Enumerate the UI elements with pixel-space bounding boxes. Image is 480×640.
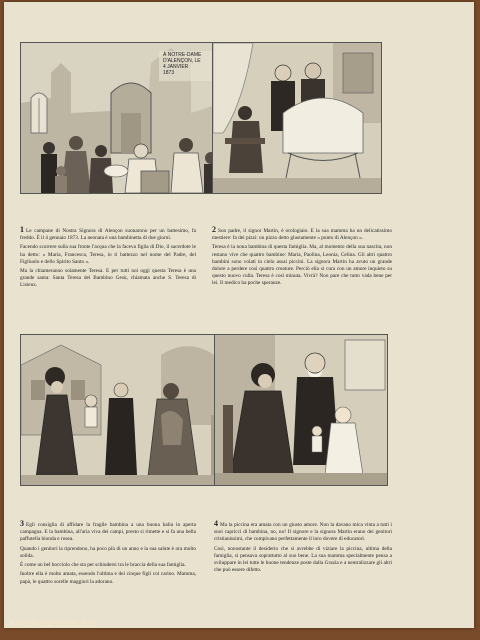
caption-2 [212,226,392,289]
panel-cradle-illustration [212,42,382,194]
nurse-drawing [21,335,231,485]
caption-paragraph: Così, nonostante il desiderio che si avrebbe di viziare la piccina, ultima della famiglia, si pensava soprattutto al suo bene. La sua mamma specialmente pensa a sviluppare in lei tutte le buone tendenze poste dalla Grazia e a neutralizzare gli altri che può essere difetto. [214,545,392,573]
panel-nurse-illustration [20,334,232,486]
caption-paragraph: È come un bel bocciolo che sta per schiudersi tra le braccia della sua famiglia. [20,562,186,569]
caption-paragraph: Egli consiglia di affidare la fragile bambina a una buona balia in aperta campagna. E la bambina, all'aria viva dei campi, presto si rimette e si fa una bella paffutella bionda e rosea. [20,522,196,543]
caption-paragraph: Ma la chiameranno solamente Teresa. E per tutti noi oggi questa Teresa è una grande santa: Santa Teresa del Bambino Gesù, chiamata anche S. Teresa di Lisieux. [20,268,196,289]
family-drawing [215,335,387,485]
caption-paragraph: Ma la piccina era amata con un giusto amore. Non la davano mica vinta a tutti i suoi capricci di bambina, no, no! Il signore e la signora Martin erano dei genitori cristianissimi, che compivano perfettamente il loro dovere di educatori. [214,522,392,543]
caption-paragraph: Quando i genitori la riprendono, ha poco più di un anno e la sua salute è ora molto solida. [20,545,196,559]
caption-paragraph: Facendo scorrere sulla sua fronte l'acqua che la faceva figlia di Dio, il sacerdote le ha detto: « Maria, Francesca, Teresa, io ti battezzo nel nome del Padre, del Figliuolo e dello Spirito Santo ». [20,244,196,265]
cradle-drawing [213,43,381,193]
caption-number: 4 [214,519,218,528]
caption-number: 1 [20,225,24,234]
caption-4 [214,520,392,576]
caption-number: 3 [20,519,24,528]
caption-3 [20,520,196,588]
caption-1 [20,226,196,292]
comic-page [4,2,474,628]
panel-sign-text: À NOTRE-DAME D'ALENÇON, LE 4 JANVIER 1873 [163,52,202,76]
caption-paragraph: Suo padre, il signor Martin, è orologiaio. E la sua mamma ha un delicatissimo mestiere: fa dei pizzi: un pizzo detto giustamente « punto di Alençon ». [212,228,392,242]
caption-number: 2 [212,225,216,234]
caption-paragraph: Inoltre ella è molto amata, essendo l'ultima e dei cinque figli col carino. Mamma, papà, le quattro sorelle maggiori la adorano. [20,571,196,585]
panel-baptism-illustration [20,42,232,194]
caption-paragraph: Le campane di Nostra Signora di Alençon suonarono per un battesimo, fa freddo. È il 4 gennaio 1873. La neonata è una bambinetta di due giorni. [20,228,196,242]
caption-paragraph: Teresa è la nona bambina di questa famiglia. Ma, al momento della sua nascita, non restano vive che quattro bambine: Maria, Paolina, Leonia, Celina. Gli altri quattro bambini sono volati in cielo assai piccini. La signora Martin ha avuto un grande dolore a perdere così quattro creature. Perciò ella si cura con un amore inquieto su questo nuovo culla. Teresa è così minuta. Vivrà? Non pare che tutto vada bene per lei. Il medico ha poche speranze. [212,244,392,286]
panel-family-illustration [214,334,388,486]
watermark-text: Antikvarium.hu [8,618,96,630]
